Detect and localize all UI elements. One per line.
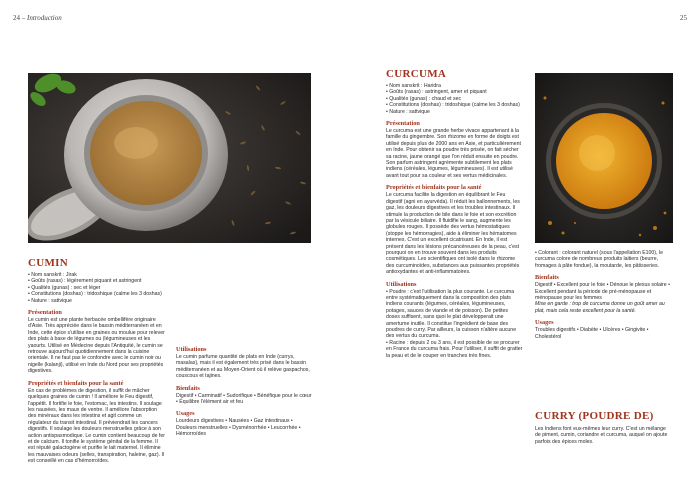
cumin-properties-list [28, 272, 165, 304]
cumin-usages-text: Lourdeurs digestives • Nausées • Gaz intestinaux • Douleurs menstruelles • Dysménorrhée • Leucorrhée • Hémorroïdes [176, 418, 301, 438]
curcuma-bienfaits-heading: Bienfaits [535, 274, 559, 282]
cumin-property-item: • Goûts (rasas) : légèrement piquant et astringent [28, 278, 142, 285]
curry-column [535, 426, 673, 445]
cumin-properties-text: En cas de problèmes de digestion, il suffit de mâcher quelques graines de cumin ! Il améliore le Feu digestif, l'appétit. Il fortifie le foie, l'estomac, les intestins. Il soulage les nausées, les maux de ventre. Il améliore l'absorption des minéraux dans les intestins et agit comme un régulateur du transit intestinal. Il préviendrait les cancers digestifs. Il soulage les douleurs menstruelles grâce à son action antispasmodique. Le cumin contient beaucoup de fer et de calcium. Il tonifie le système génital de la femme. Il est réputé galactogène et purifie le lait maternel. Il élimine les mauvaises odeurs (selles, transpiration, haleine, gaz). Il est conseillé en cas d'hémorroïdes. [28, 387, 165, 465]
cumin-bienfaits-text: Digestif • Carminatif • Sudorifique • Bénéfique pour le cœur • Équilibre l'élément air et feu [176, 392, 312, 406]
cumin-properties-heading: Propriétés et bienfaits pour la santé [28, 379, 124, 387]
cumin-title: CUMIN [28, 257, 68, 269]
curcuma-property-item: • Goûts (rasas) : astringent, amer et piquant [386, 89, 487, 96]
cumin-property-item: • Nature : sattvique [28, 297, 72, 304]
left-section-title: Introduction [27, 14, 62, 22]
left-running-head: 24 – Introduction [13, 14, 62, 22]
left-page-number: 24 [13, 14, 20, 22]
curry-text: Les Indiens font eux-mêmes leur curry. C'est un mélange de piment, cumin, coriandre et curcuma, auquel on ajoute parfois des épices moles. [535, 426, 668, 445]
curcuma-presentation-text: Le curcuma est une grande herbe vivace appartenant à la famille du gingembre. Son rhizome en forme de doigts est utilisé depuis plus de 2000 ans en Asie, et particulièrement en Inde. Pour obtenir sa poudre très prisée, on fait sécher sa racine, jaune orangé que l'on réduit ensuite en poudre. Son parfum astringent agrémente subtilement les plats indiens (céréales, légumes, légumineuses). Il est utilisé avant tout pour sa couleur et ses vertus médicinales. [386, 128, 521, 179]
curcuma-warning-text: Mise en garde : trop de curcuma donne un goût amer au plat, mais cela reste excellent pour la santé. [535, 301, 665, 314]
curcuma-property-item: • Nature : sattvique [386, 108, 430, 115]
cumin-utilisations-heading: Utilisations [176, 346, 207, 353]
curcuma-utilisations-heading: Utilisations [386, 280, 417, 288]
curcuma-property-item: • Constitutions (doshas) : tridoshique (calme les 3 doshas) [386, 102, 520, 109]
cumin-bienfaits-heading: Bienfaits [176, 384, 200, 392]
curcuma-properties-heading: Propriétés et bienfaits pour la santé [386, 184, 482, 192]
cumin-photo [28, 73, 311, 243]
curcuma-title: CURCUMA [386, 68, 447, 80]
curcuma-column-1 [386, 83, 523, 359]
cumin-property-item: • Qualités (gunas) : sec et léger [28, 284, 101, 291]
cumin-utilisations-text: Le cumin parfume quantité de plats en Inde (currys, masalas), mais il est également très prisé dans le bassin méditerranéen et au Moyen-Orient où il relève gaspachos, couscous et tajines. [176, 354, 310, 380]
curcuma-racine-text: • Racine : depuis 2 ou 3 ans, il est possible de se procurer en France du curcuma frais. Pour l'utiliser, il suffit de gratter la peau et de le couper en tranches très fines. [386, 339, 523, 359]
curcuma-usages-heading: Usages [535, 319, 554, 327]
curcuma-property-item: • Qualités (gunas) : chaud et sec [386, 95, 462, 102]
cumin-column-1 [28, 272, 165, 465]
curcuma-colorant-text: • Colorant : colorant naturel (sous l'appellation E100), le curcuma colore de nombreux produits laitiers (beurre, fromages à pâte fondue), la moutarde, les pâtisseries. [535, 250, 663, 269]
curcuma-properties-list [386, 83, 523, 115]
curcuma-presentation-heading: Présentation [386, 120, 420, 128]
curcuma-photo [535, 73, 673, 243]
curcuma-column-2 [535, 250, 673, 340]
curcuma-properties-text: Le curcuma facilite la digestion en équilibrant le Feu digestif (agni en ayurvéda). Il réduit les ballonnements, les gaz, les douleurs digestives et les troubles intestinaux. Il stimule la production de bile dans le foie et son excrétion par la vésicule biliaire. Il fluidifie le sang, augmente les globules rouges. Il possède des vertus hémostatiques (stoppe les hémorragies), aide à éliminer les hématomes internes. C'est un excellent cicatrisant. En Inde, il est présent dans les lésions précancéreuses de la peau, c'est pourquoi on en trouve souvent dans les produits cosmétiques. Les scientifiques ont isolé dans le rhizome des curcuminoïdes, substances aux puissantes propriétés antioxydantes et anti-inflammatoires. [386, 192, 520, 276]
cumin-property-item: • Nom sanskrit : Jirak [28, 272, 77, 278]
curcuma-usages-text: Troubles digestifs • Diabète • Ulcères • Gingivite • Cholestérol [535, 327, 649, 340]
curcuma-utilisations-text: • Poudre : c'est l'utilisation la plus courante. Le curcuma entre systématiquement dans la composition des plats indiens courants (légumes, céréales, légumineuses, potages, sauces de viande et de poisson). De petites doses suffisent, sans quoi le plat développerait une amertume inutile. Il constitue l'ingrédient de base des poudres de curry. Par ailleurs, la cuisson n'altère aucune des vertus du curcuma. [386, 288, 517, 340]
cumin-column-2 [176, 346, 313, 438]
cumin-usages-heading: Usages [176, 410, 195, 418]
cumin-presentation-heading: Présentation [28, 309, 62, 317]
right-page-number: 25 [680, 14, 687, 22]
cumin-property-item: • Constitutions (doshas) : tridoshique (calme les 3 doshas) [28, 291, 162, 298]
curcuma-bienfaits-text: Digestif • Excellent pour le foie • Dénoue le plexus solaire • Excellent pendant la période de pré-ménopause et ménopause pour les femmes [535, 282, 670, 302]
cumin-presentation-text: Le cumin est une plante herbacée ombellifère originaire d'Asie. Très appréciée dans le bassin méditerranéen et en Inde, cette épice s'utilise en graines ou moulue pour relever des plats à base de légumes ou (légumineuses et les yaourts. Utilisé en Médecine depuis l'Antiquité, le cumin se retrouve aujourd'hui quotidiennement dans la cuisine orientale. Il ne faut pas le confondre avec le cumin noir ou nigelle (kalanji), utilisé en Inde du Nord pour ses propriétés digestives. [28, 317, 165, 375]
curcuma-property-item: • Nom sanskrit : Haridra [386, 83, 441, 89]
curry-title: CURRY (POUDRE DE) [535, 410, 654, 422]
